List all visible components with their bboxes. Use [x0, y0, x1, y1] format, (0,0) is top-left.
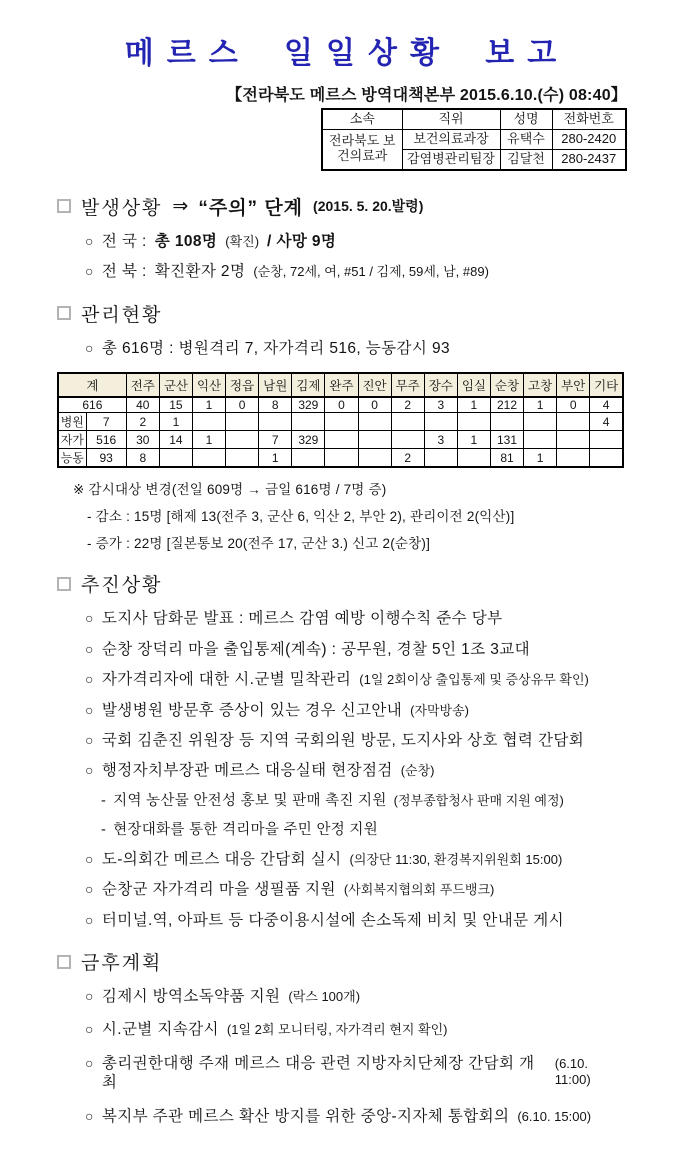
- item-text: 총리권한대행 주재 메르스 대응 관련 지방자치단체장 간담회 개최: [101, 1054, 535, 1092]
- circle-bullet-icon: ○: [85, 671, 94, 688]
- report-subtitle: 【전라북도 메르스 방역대책본부 2015.6.10.(수) 08:40】: [226, 87, 627, 104]
- cell: [424, 449, 457, 468]
- contact-name: 유택수: [500, 129, 552, 149]
- future-item: [85, 1107, 627, 1126]
- progress-item: [85, 911, 627, 930]
- total-cell: 4: [590, 397, 623, 413]
- cell: [424, 413, 457, 431]
- circle-bullet-icon: ○: [85, 610, 94, 627]
- total-cell: 329: [292, 397, 325, 413]
- cell: 81: [490, 449, 523, 468]
- progress-item: [85, 731, 627, 750]
- item-text: 순창 장덕리 마을 출입통제(계속) : 공무원, 경찰 5인 1조 3교대: [101, 640, 531, 658]
- row-total: 7: [86, 413, 126, 431]
- monitor-col: 정읍: [226, 373, 259, 397]
- total-cell: 1: [192, 397, 225, 413]
- jeonbuk-status-line: [85, 262, 627, 281]
- cell: [457, 413, 490, 431]
- cell: [358, 449, 391, 468]
- cell: [226, 413, 259, 431]
- cell: [226, 449, 259, 468]
- progress-item: [85, 670, 627, 689]
- note-increase: - 증가 : 22명 [질본통보 20(전주 17, 군산 3.) 신고 2(순창)]: [87, 536, 431, 552]
- monitor-col: 순창: [490, 373, 523, 397]
- cell: [358, 431, 391, 449]
- item-text: 순창군 자가격리 마을 생필품 지원: [101, 881, 336, 899]
- cell: [391, 413, 424, 431]
- item-note: (사회복지협의회 푸드뱅크): [343, 882, 495, 898]
- checkbox-icon: [57, 199, 71, 213]
- monitor-col: 부안: [557, 373, 590, 397]
- cell: [490, 413, 523, 431]
- item-note: (정부종합청사 판매 지원 예정): [393, 792, 564, 808]
- national-confirmed-note: (확진): [225, 233, 260, 249]
- monitor-row-active: [58, 449, 623, 468]
- contact-header-row: [322, 109, 626, 129]
- cell: [325, 413, 358, 431]
- circle-bullet-icon: ○: [85, 263, 94, 280]
- arrow-icon: ⇒: [172, 195, 189, 217]
- checkbox-icon: [57, 306, 71, 320]
- cell: 14: [159, 431, 192, 449]
- monitor-col-total: 계: [58, 373, 126, 397]
- cell: [325, 449, 358, 468]
- contact-col-position: 직위: [402, 109, 500, 129]
- cell: [159, 449, 192, 468]
- item-text: 시.군별 지속감시: [101, 1021, 219, 1039]
- cell: 4: [590, 413, 623, 431]
- item-text: 발생병원 방문후 증상이 있는 경우 신고안내: [101, 701, 403, 719]
- total-cell: 1: [457, 397, 490, 413]
- monitor-col: 군산: [159, 373, 192, 397]
- checkbox-icon: [57, 577, 71, 591]
- monitor-row-home: [58, 431, 623, 449]
- note-change: ※ 감시대상 변경(전일 609명 → 금일 616명 / 7명 증): [73, 482, 387, 498]
- item-text: 행정자치부장관 메르스 대응실태 현장점검: [101, 762, 393, 780]
- cell: [391, 431, 424, 449]
- cell: 1: [159, 413, 192, 431]
- jeonbuk-detail: (순창, 72세, 여, #51 / 김제, 59세, 남, #89): [253, 264, 489, 280]
- jeonbuk-confirmed: 확진환자 2명: [154, 263, 246, 281]
- cell: 1: [457, 431, 490, 449]
- checkbox-icon: [57, 955, 71, 969]
- contact-table-wrap: [57, 108, 627, 171]
- section-title: 금후계획: [81, 953, 163, 975]
- total-cell: 0: [557, 397, 590, 413]
- dash-bullet-icon: -: [101, 821, 107, 838]
- monitoring-table: [57, 372, 624, 469]
- contact-position: 감염병관리팀장: [402, 149, 500, 169]
- total-cell: 1: [524, 397, 557, 413]
- total-cell: 0: [325, 397, 358, 413]
- section-management-heading: [57, 300, 627, 327]
- monitor-col: 기타: [590, 373, 623, 397]
- monitor-col: 김제: [292, 373, 325, 397]
- cell: 1: [259, 449, 292, 468]
- future-item: [85, 1054, 627, 1093]
- item-note: (의장단 11:30, 환경복지위원회 15:00): [349, 851, 563, 867]
- cell: 1: [524, 449, 557, 468]
- circle-bullet-icon: ○: [85, 731, 94, 748]
- monitor-col: 전주: [126, 373, 159, 397]
- cell: [524, 413, 557, 431]
- cell: 1: [192, 431, 225, 449]
- item-note: (1일 2회 모니터링, 자가격리 현지 확인): [226, 1022, 448, 1038]
- contact-col-name: 성명: [500, 109, 552, 129]
- cell: [557, 413, 590, 431]
- cell: [524, 431, 557, 449]
- item-text: 국회 김춘진 위원장 등 지역 국회의원 방문, 도지사와 상호 협력 간담회: [101, 731, 585, 749]
- item-text: 김제시 방역소독약품 지원: [101, 988, 281, 1006]
- circle-bullet-icon: ○: [85, 1054, 94, 1071]
- cell: [226, 431, 259, 449]
- item-text: 도지사 담화문 발표 : 메르스 감염 예방 이행수칙 준수 당부: [101, 610, 503, 628]
- monitor-header-row: [58, 373, 623, 397]
- monitor-col: 남원: [259, 373, 292, 397]
- contact-row: [322, 129, 626, 149]
- circle-bullet-icon: ○: [85, 640, 94, 657]
- item-text: 터미널.역, 아파트 등 다중이용시설에 손소독제 비치 및 안내문 게시: [101, 911, 564, 929]
- future-item: [85, 987, 627, 1006]
- contact-org: 전라북도 보건의료과: [322, 129, 402, 169]
- circle-bullet-icon: ○: [85, 850, 94, 867]
- cell: [590, 431, 623, 449]
- total-cell: 15: [159, 397, 192, 413]
- item-note: (자막방송): [410, 702, 469, 718]
- cell: [292, 413, 325, 431]
- contact-col-org: 소속: [322, 109, 402, 129]
- cell: 2: [126, 413, 159, 431]
- row-label: 능동: [58, 449, 86, 468]
- monitor-col: 장수: [424, 373, 457, 397]
- circle-bullet-icon: ○: [85, 762, 94, 779]
- monitor-total-row: [58, 397, 623, 413]
- item-note: (순창): [400, 763, 435, 779]
- cell: [292, 449, 325, 468]
- item-text: 도-의회간 메르스 대응 간담회 실시: [101, 850, 342, 868]
- circle-bullet-icon: ○: [85, 911, 94, 928]
- alert-stage-date: (2015. 5. 20.발령): [313, 198, 424, 215]
- contact-table: [321, 108, 627, 171]
- contact-position: 보건의료과장: [402, 129, 500, 149]
- total-cell: 8: [259, 397, 292, 413]
- total-cell: 212: [490, 397, 523, 413]
- total-cell: 616: [58, 397, 126, 413]
- monitor-col: 고창: [524, 373, 557, 397]
- cell: 30: [126, 431, 159, 449]
- circle-bullet-icon: ○: [85, 881, 94, 898]
- cell: [325, 431, 358, 449]
- monitor-col: 완주: [325, 373, 358, 397]
- total-cell: 2: [391, 397, 424, 413]
- national-total: 총 108명: [154, 232, 218, 250]
- monitor-col: 임실: [457, 373, 490, 397]
- contact-phone: 280-2420: [552, 129, 626, 149]
- dash-bullet-icon: -: [101, 792, 107, 809]
- future-plan-list: [57, 987, 627, 1126]
- section-title: 관리현황: [81, 304, 163, 326]
- page-title: 메르스 일일상황 보고: [124, 37, 570, 70]
- national-label: 전 국 :: [101, 232, 147, 250]
- row-label: 병원: [58, 413, 86, 431]
- row-total: 93: [86, 449, 126, 468]
- monitor-col: 무주: [391, 373, 424, 397]
- jeonbuk-label: 전 북 :: [101, 263, 147, 281]
- circle-bullet-icon: ○: [85, 988, 94, 1005]
- circle-bullet-icon: ○: [85, 1107, 94, 1124]
- future-item: [85, 1020, 627, 1039]
- circle-bullet-icon: ○: [85, 1021, 94, 1038]
- cell: [590, 449, 623, 468]
- item-text: 현장대화를 통한 격리마을 주민 안정 지원: [113, 821, 379, 838]
- total-cell: 0: [226, 397, 259, 413]
- circle-bullet-icon: ○: [85, 232, 94, 249]
- section-title: 발생상황: [81, 197, 163, 219]
- progress-item: [85, 640, 627, 659]
- item-text: 자가격리자에 대한 시.군별 밀착관리: [101, 671, 352, 689]
- alert-stage: “주의” 단계: [198, 197, 304, 219]
- cell: [358, 413, 391, 431]
- section-future-heading: [57, 948, 627, 975]
- circle-bullet-icon: ○: [85, 701, 94, 718]
- note-decrease: - 감소 : 15명 [해제 13(전주 3, 군산 6, 익산 2, 부안 2), 관리이전 2(익산)]: [87, 509, 515, 525]
- monitoring-notes: [73, 478, 627, 552]
- management-summary: 총 616명 : 병원격리 7, 자가격리 516, 능동감시 93: [101, 339, 451, 357]
- total-cell: 40: [126, 397, 159, 413]
- item-note: (6.10. 11:00): [554, 1055, 591, 1088]
- cell: [192, 413, 225, 431]
- section-outbreak-heading: [57, 193, 627, 220]
- cell: [457, 449, 490, 468]
- progress-item: [85, 701, 627, 720]
- item-note: (락스 100개): [288, 989, 361, 1005]
- progress-item: [85, 761, 627, 780]
- cell: [557, 431, 590, 449]
- cell: [557, 449, 590, 468]
- monitor-row-hospital: [58, 413, 623, 431]
- section-title: 추진상황: [81, 575, 163, 597]
- contact-col-phone: 전화번호: [552, 109, 626, 129]
- cell: 131: [490, 431, 523, 449]
- progress-item: [85, 609, 627, 628]
- progress-sub-item: [101, 792, 627, 810]
- contact-name: 김달천: [500, 149, 552, 169]
- monitor-col: 진안: [358, 373, 391, 397]
- cell: [192, 449, 225, 468]
- monitor-col: 익산: [192, 373, 225, 397]
- total-cell: 3: [424, 397, 457, 413]
- cell: 3: [424, 431, 457, 449]
- progress-item: [85, 880, 627, 899]
- cell: 2: [391, 449, 424, 468]
- progress-item: [85, 850, 627, 869]
- section-progress-heading: [57, 570, 627, 597]
- national-status-line: [85, 232, 627, 251]
- cell: [259, 413, 292, 431]
- circle-bullet-icon: ○: [85, 339, 94, 356]
- total-cell: 0: [358, 397, 391, 413]
- item-text: 지역 농산물 안전성 홍보 및 판매 촉진 지원: [113, 792, 387, 809]
- row-total: 516: [86, 431, 126, 449]
- cell: 8: [126, 449, 159, 468]
- cell: 7: [259, 431, 292, 449]
- row-label: 자가: [58, 431, 86, 449]
- cell: 329: [292, 431, 325, 449]
- item-note: (6.10. 15:00): [517, 1108, 592, 1124]
- item-text: 복지부 주관 메르스 확산 방지를 위한 중앙-지자체 통합회의: [101, 1107, 510, 1125]
- management-summary-line: [85, 339, 627, 358]
- item-note: (1일 2회이상 출입통제 및 증상유무 확인): [359, 672, 589, 688]
- contact-phone: 280-2437: [552, 149, 626, 169]
- national-deaths: / 사망 9명: [267, 232, 337, 250]
- progress-sub-item: [101, 821, 627, 839]
